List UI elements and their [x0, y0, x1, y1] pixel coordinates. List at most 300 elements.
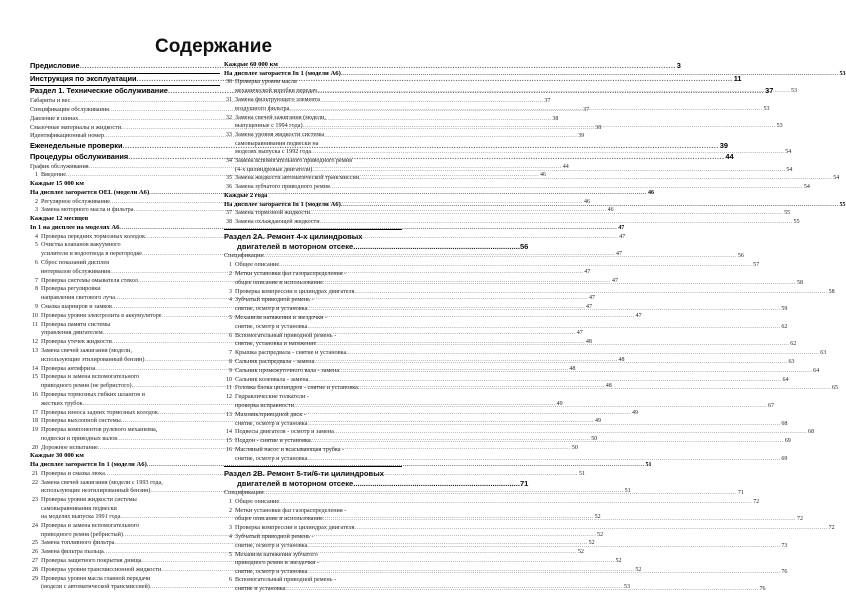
- entry-title: Зубчатый приводной ремень -: [235, 533, 314, 541]
- page-number: 44: [725, 151, 734, 161]
- entry-title: На дисплее загорается In 1 (модели А6): [30, 461, 147, 469]
- entry-number: 14: [226, 429, 232, 436]
- toc-entry: [224, 559, 402, 567]
- page-number: 55: [784, 210, 791, 217]
- toc-entry: [224, 96, 402, 105]
- page-number: 48: [569, 365, 576, 372]
- entry-title: Проверка компонентов рулевого механизма,: [41, 426, 158, 434]
- entry-number: 37: [226, 210, 232, 217]
- toc-entry: [30, 347, 220, 356]
- page-number: 39: [578, 133, 585, 140]
- entry-title: Маховик/приводной диск -: [235, 410, 306, 418]
- page-number: 46: [607, 207, 614, 214]
- entry-title: Инструкция по эксплуатации: [30, 73, 137, 83]
- page-number: 65: [832, 385, 838, 392]
- toc-entry: [30, 215, 220, 224]
- entry-title: Смазочные материалы и жидкости: [30, 123, 122, 131]
- dot-leader: [264, 489, 737, 497]
- entry-title: Каждые 60 000 км: [224, 61, 278, 68]
- entry-title: Общее описание: [235, 261, 280, 269]
- entry-title: Проверка выхлопной системы: [41, 417, 121, 425]
- page-number: 54: [803, 184, 810, 191]
- entry-title: Вспомогательный приводной ремень -: [235, 331, 337, 339]
- entry-number: 6: [229, 577, 232, 584]
- page-number: 62: [781, 323, 788, 330]
- dot-leader: [310, 209, 783, 217]
- entry-title: снятие, осмотр и установка: [235, 567, 308, 575]
- dot-leader: [334, 428, 807, 436]
- toc-entry: [224, 507, 402, 516]
- entry-title: снятие, установка и натяжение: [235, 340, 317, 348]
- entry-title: на моделях выпуска 1991 года: [41, 513, 121, 521]
- entry-number: 31: [226, 96, 232, 103]
- page-number: 67: [767, 402, 774, 409]
- entry-title: Проверка антифриза: [41, 364, 96, 372]
- toc-entry: [224, 114, 402, 123]
- entry-title: Гидравлические толкатели -: [235, 393, 309, 401]
- entry-title: Проверка и замена вспомогательного: [41, 373, 140, 381]
- toc-entry: [224, 375, 789, 385]
- dot-leader: [339, 367, 812, 375]
- entry-number: 16: [226, 446, 232, 453]
- toc-entry: [30, 575, 220, 584]
- toc-entry: [224, 454, 788, 464]
- entry-title: Проверка регулировки: [41, 285, 101, 293]
- page-number: 47: [635, 312, 642, 319]
- dot-leader: [307, 305, 780, 313]
- entry-title: Проверка уровня трансмиссионной жидкости: [41, 565, 162, 573]
- toc-entry: [30, 180, 220, 189]
- entry-number: 36: [226, 184, 232, 191]
- page-number: 55: [793, 219, 800, 226]
- entry-title: Замена моторного масла и фильтра: [41, 206, 134, 214]
- entry-number: 18: [32, 418, 38, 425]
- page-number: 72: [796, 516, 803, 523]
- toc-entry: [224, 446, 402, 455]
- dot-leader: [289, 105, 762, 113]
- entry-number: 28: [32, 566, 38, 573]
- entry-number: 14: [32, 365, 38, 372]
- entry-number: 2: [35, 198, 38, 205]
- dot-leader: [264, 252, 737, 260]
- entry-number: 12: [226, 394, 232, 401]
- entry-title: снятие, осмотр и установка: [235, 322, 308, 330]
- entry-title: Механизм натяжения зубчатого: [235, 550, 318, 558]
- entry-number: 24: [32, 522, 38, 529]
- entry-number: 29: [32, 575, 38, 582]
- entry-title: Головка блока цилиндров - снятие и установка: [235, 384, 358, 392]
- page-number: 53: [623, 584, 630, 591]
- entry-title: График обслуживания: [30, 162, 89, 170]
- page-number: 46: [647, 189, 654, 196]
- entry-title: Замена охлаждающей жидкости: [235, 218, 320, 226]
- entry-number: 1: [229, 262, 232, 269]
- entry-number: 15: [226, 438, 232, 445]
- entry-number: 2: [229, 271, 232, 278]
- page-number: 52: [597, 531, 604, 538]
- page-number: 44: [562, 163, 569, 170]
- toc-entry: [30, 223, 625, 233]
- toc-entry: [30, 496, 220, 505]
- entry-title: Проверка и смазка люка: [41, 469, 105, 477]
- page-number: 58: [796, 279, 803, 286]
- toc-entry: [30, 321, 220, 330]
- page-number: 11: [733, 73, 742, 83]
- entry-title: жестких трубок: [41, 399, 83, 407]
- dot-leader: [303, 122, 776, 130]
- page-number: 49: [594, 418, 601, 425]
- toc-entry: [224, 524, 835, 533]
- page-number: 69: [784, 438, 791, 445]
- page-number: 37: [544, 98, 551, 105]
- section-2b-title: Раздел 2В. Ремонт 5-ти/6-ти цилиндровых: [224, 468, 384, 478]
- entry-title: выпущенные с 1994 года): [235, 122, 303, 130]
- entry-number: 38: [226, 219, 232, 226]
- dot-leader: [317, 87, 790, 95]
- page-number: 54: [785, 149, 792, 155]
- entry-title: Крышка распредвала - снятие и установка: [235, 349, 347, 357]
- entry-title: Замена топливного фильтра: [41, 539, 115, 547]
- entry-number: 8: [35, 286, 38, 293]
- entry-title: Замена жидкости автоматической трансмиссии: [235, 174, 360, 182]
- toc-entry: [30, 461, 652, 470]
- entry-title: общее описание и использование: [235, 515, 323, 523]
- dot-leader: [307, 420, 780, 428]
- entry-title: направления светового луча: [41, 294, 115, 302]
- entry-number: 6: [35, 259, 38, 266]
- entry-title: воздушного фильтра: [235, 104, 290, 112]
- entry-title: Сброс показаний дисплея: [41, 258, 109, 266]
- dot-leader: [279, 261, 752, 269]
- entry-title: Смазка шарниров и замков: [41, 302, 112, 310]
- entry-title: Замена зубчатого приводного ремня: [235, 183, 330, 191]
- page-number: 57: [753, 262, 760, 269]
- entry-title: снятие, осмотр и установка: [235, 454, 308, 462]
- entry-number: 15: [32, 374, 38, 381]
- entry-title: Процедуры обслуживания: [30, 151, 129, 161]
- entry-number: 3: [229, 525, 232, 532]
- entry-title: приводного ремня (ребристый): [41, 530, 123, 538]
- entry-title: подвески и приводных валов: [41, 434, 118, 442]
- entry-title: Проверка передних тормозных колодок: [41, 232, 146, 240]
- entry-number: 5: [35, 242, 38, 249]
- entry-number: 26: [32, 549, 38, 556]
- page-number: 47: [619, 233, 626, 240]
- entry-title: Проверка уровня жидкости системы: [41, 496, 137, 504]
- entry-number: 5: [229, 315, 232, 322]
- entry-title: Габариты и вес: [30, 97, 71, 105]
- entry-title: Подвесы двигателя - осмотр и замена: [235, 428, 334, 436]
- entry-title: Вспомогательный приводной ремень -: [235, 576, 337, 584]
- page-number: 53: [839, 70, 846, 77]
- page-number: 72: [753, 498, 760, 505]
- entry-number: 11: [32, 321, 38, 328]
- toc-entry: [224, 551, 402, 560]
- page-number: 47: [576, 330, 583, 337]
- toc-entry: [224, 218, 800, 227]
- section-2b-subtitle: двигателей в моторном отсеке ..... 71: [224, 479, 402, 489]
- page-number: 38: [552, 115, 559, 122]
- entry-title: Механизм натяжения и звездочки -: [235, 314, 328, 322]
- page-number: 46: [584, 198, 590, 205]
- entry-title: Замена фильтрующего элемента: [235, 95, 321, 103]
- section-divider: [224, 466, 402, 467]
- page-number: 52: [588, 540, 595, 547]
- entry-title: Общее описание: [235, 497, 280, 505]
- entry-title: использующие этилированный бензин): [41, 355, 145, 363]
- entry-title: Проверка утечек жидкости: [41, 338, 112, 346]
- entry-title: Регулярное обслуживание: [41, 197, 110, 205]
- dot-leader: [311, 437, 784, 445]
- dot-leader: [323, 515, 796, 523]
- entry-title: Проверка уровня масла главной передачи: [41, 574, 151, 582]
- toc-entry: [224, 349, 827, 358]
- entry-number: 10: [32, 312, 38, 319]
- page-number: 3: [676, 61, 681, 70]
- entry-number: 7: [35, 277, 38, 284]
- toc-entry: [224, 192, 402, 201]
- dot-leader: [314, 358, 787, 366]
- toc-entry: [30, 241, 220, 250]
- entry-title: На дисплее загорается In 1 (модели А6): [224, 69, 341, 77]
- dot-leader: [330, 183, 803, 191]
- entry-title: Замена вспомогательного приводного ремня: [235, 156, 352, 164]
- entry-title: снятие и установка: [235, 585, 286, 593]
- entry-title: Спецификации: [224, 252, 264, 260]
- entry-title: снятие, осмотр и установка: [235, 305, 308, 313]
- dot-leader: [359, 174, 832, 182]
- entry-number: 9: [229, 367, 232, 374]
- entry-number: 33: [226, 132, 232, 139]
- dot-leader: [312, 163, 785, 174]
- entry-number: 1: [229, 498, 232, 505]
- toc-entry: [224, 393, 402, 402]
- toc-entry: [30, 479, 220, 488]
- entry-title: Проверка и замена вспомогательного: [41, 521, 140, 529]
- entry-title: На дисплее загорается OEL (модели А6): [30, 188, 150, 196]
- page-number: 52: [635, 566, 642, 573]
- entry-number: 2: [229, 507, 232, 514]
- entry-title: Замена тормозной жидкости: [235, 209, 310, 217]
- dot-leader: [307, 323, 780, 331]
- entry-title: Проверка уровня масла: [235, 78, 297, 86]
- entry-number: 32: [226, 114, 232, 121]
- page-number: 48: [618, 356, 625, 363]
- entry-number: 3: [35, 207, 38, 214]
- entry-number: 4: [229, 534, 232, 541]
- entry-title: Сальник распредвала - замена: [235, 358, 315, 365]
- entry-number: 27: [32, 558, 38, 565]
- page-number: 76: [781, 568, 788, 575]
- entry-number: 12: [32, 339, 38, 346]
- entry-title: Раздел 1. Технические обслуживание: [30, 86, 168, 96]
- page-number: 51: [645, 462, 652, 469]
- toc-entry: [224, 314, 402, 323]
- toc-entry: [224, 287, 835, 297]
- entry-number: 35: [226, 175, 232, 182]
- entry-title: Спецификации: [224, 489, 264, 497]
- page-number: 63: [788, 359, 795, 365]
- dot-leader: [354, 288, 827, 296]
- dot-leader: [346, 349, 819, 357]
- dot-leader: [279, 498, 752, 506]
- entry-title: Проверка тормозных гибких шлангов и: [41, 390, 145, 398]
- page-number: 62: [790, 341, 797, 348]
- dot-leader: [320, 218, 793, 226]
- page-number: 53: [763, 105, 770, 112]
- entry-title: In 1 на дисплее на моделях А6: [30, 223, 120, 231]
- entry-title: Проверка системы омывателя стекол: [41, 276, 138, 284]
- page-number: 54: [786, 166, 793, 173]
- entry-number: 9: [35, 303, 38, 310]
- entry-number: 3: [229, 288, 232, 295]
- entry-number: 17: [32, 409, 38, 416]
- dot-leader: [341, 70, 839, 79]
- entry-title: Проверка износа задних тормозных колодок: [41, 408, 158, 416]
- entry-title: управления двигателем: [41, 329, 103, 337]
- entry-title: Еженедельные проверки: [30, 141, 123, 151]
- entry-title: усилителя и водоотвода в перегородке: [41, 250, 142, 258]
- page-number: 49: [631, 409, 638, 416]
- entry-number: 25: [32, 540, 38, 547]
- page-number: 47: [611, 277, 618, 284]
- entry-number: 21: [32, 470, 38, 477]
- page-number: 47: [589, 295, 596, 302]
- entry-title: механической коробки передач: [235, 87, 317, 95]
- dot-leader: [308, 376, 781, 384]
- page-number: 50: [591, 435, 598, 442]
- entry-title: Введение: [41, 171, 66, 179]
- toc-entry: [224, 183, 810, 192]
- entry-number: 30: [226, 79, 232, 86]
- entry-title: Каждые 12 месяцев: [30, 215, 89, 223]
- entry-title: приводного ремня и звездочки -: [235, 559, 320, 567]
- entry-title: (4-х цилиндровые двигатели): [235, 165, 313, 173]
- page-number: 54: [833, 175, 840, 182]
- entry-title: Замена фильтра пыльца: [41, 548, 104, 556]
- toc-entry: [224, 261, 760, 270]
- entry-title: Поддон - снятие и установка: [235, 437, 311, 445]
- toc-entry: [224, 497, 760, 507]
- page-title: Содержание: [154, 36, 273, 57]
- entry-title: интервалов обслуживания: [41, 267, 111, 275]
- entry-title: использующие неэтилированный бензин): [41, 487, 151, 495]
- toc-entry: [224, 332, 402, 341]
- page-number: 58: [828, 288, 835, 295]
- entry-title: Сальник коленвала - замена: [235, 375, 309, 383]
- entry-title: проверка исправности: [235, 401, 294, 409]
- page-number: 37: [765, 86, 774, 96]
- entry-number: 13: [226, 411, 232, 418]
- page-number: 52: [615, 558, 622, 565]
- entry-title: Замена свечей зажигания (модели,: [235, 113, 326, 121]
- page-number: 47: [616, 251, 623, 258]
- entry-title: Метки установки фаз газораспределения -: [235, 506, 347, 514]
- toc-entry: [224, 270, 402, 279]
- page-number: 68: [781, 420, 788, 427]
- entry-title: Масляный насос и всасывающая трубка -: [235, 445, 345, 453]
- page-number: 71: [737, 490, 744, 497]
- page-number: 68: [808, 429, 815, 436]
- page-number: 63: [820, 350, 827, 357]
- page-number: 37: [583, 107, 590, 113]
- entry-title: Метки установки фаз газораспределения -: [235, 270, 347, 278]
- entry-title: Проверка уровня электролита в аккумуляторе: [41, 311, 162, 319]
- dot-leader: [285, 585, 758, 593]
- entry-title: Идентификационный номер: [30, 132, 105, 140]
- entry-title: Проверка защитного покрытия днища: [41, 557, 142, 565]
- toc-entry: [224, 131, 402, 140]
- toc-entry: [30, 452, 220, 461]
- toc-entry: [224, 411, 402, 420]
- toc-entry: [224, 428, 815, 437]
- page-number: 48: [585, 339, 592, 346]
- toc-entry: [224, 322, 788, 332]
- entry-title: (модели с автоматической трансмиссией): [41, 583, 150, 591]
- dot-leader: [307, 455, 780, 463]
- section-divider: [224, 229, 402, 230]
- entry-number: 19: [32, 427, 38, 434]
- entry-number: 22: [32, 479, 38, 486]
- page-number: 47: [584, 268, 591, 275]
- dot-leader: [358, 384, 831, 392]
- entry-title: Зубчатый приводной ремень -: [235, 296, 314, 304]
- toc-entry: [30, 259, 220, 268]
- page-number: 48: [605, 383, 612, 390]
- dot-leader: [354, 524, 827, 532]
- toc-entry: [224, 140, 402, 148]
- dot-leader: [316, 340, 789, 348]
- entry-title: Предисловие: [30, 61, 80, 70]
- page-number: 50: [571, 444, 578, 451]
- toc-entry: [224, 61, 402, 70]
- entry-number: 6: [229, 332, 232, 339]
- entry-number: 5: [229, 551, 232, 558]
- entry-title: самовыравнивания подвески на: [235, 139, 319, 147]
- page-number: 56: [737, 253, 744, 260]
- entry-title: На дисплее загорается In 1 (модели А6): [224, 200, 341, 208]
- entry-title: снятие, осмотр и установка: [235, 541, 308, 549]
- toc-entry: [224, 576, 402, 585]
- entry-number: 7: [229, 350, 232, 357]
- page-number: 73: [781, 542, 788, 549]
- toc-entry: [224, 78, 402, 87]
- entry-title: Дорожное испытание: [41, 443, 98, 451]
- entry-title: Каждые 2 года: [224, 191, 268, 199]
- entry-title: моделях выпуска с 1992 года: [235, 148, 312, 155]
- entry-title: Спецификации обслуживания: [30, 106, 109, 113]
- page-number: 38: [595, 124, 602, 131]
- entry-number: 8: [229, 359, 232, 365]
- entry-title: самовыравнивания подвески: [41, 505, 117, 513]
- entry-title: Проверка компрессии в цилиндрах двигателя: [235, 287, 355, 295]
- entry-title: Каждые 30 000 км: [30, 452, 84, 460]
- page-number: 55: [839, 201, 846, 208]
- entry-number: 4: [229, 297, 232, 304]
- entry-number: 34: [226, 157, 232, 164]
- dot-leader: [311, 148, 784, 156]
- toc-entry: [224, 296, 402, 305]
- page-number: 52: [594, 514, 601, 521]
- toc-entry: [30, 505, 220, 513]
- toc-entry: [224, 157, 402, 166]
- dot-leader: [307, 568, 780, 576]
- page-number: 47: [618, 224, 625, 231]
- entry-number: 4: [35, 233, 38, 240]
- entry-number: 13: [32, 347, 38, 354]
- entry-number: 10: [226, 376, 232, 383]
- toc-entry: [30, 391, 220, 400]
